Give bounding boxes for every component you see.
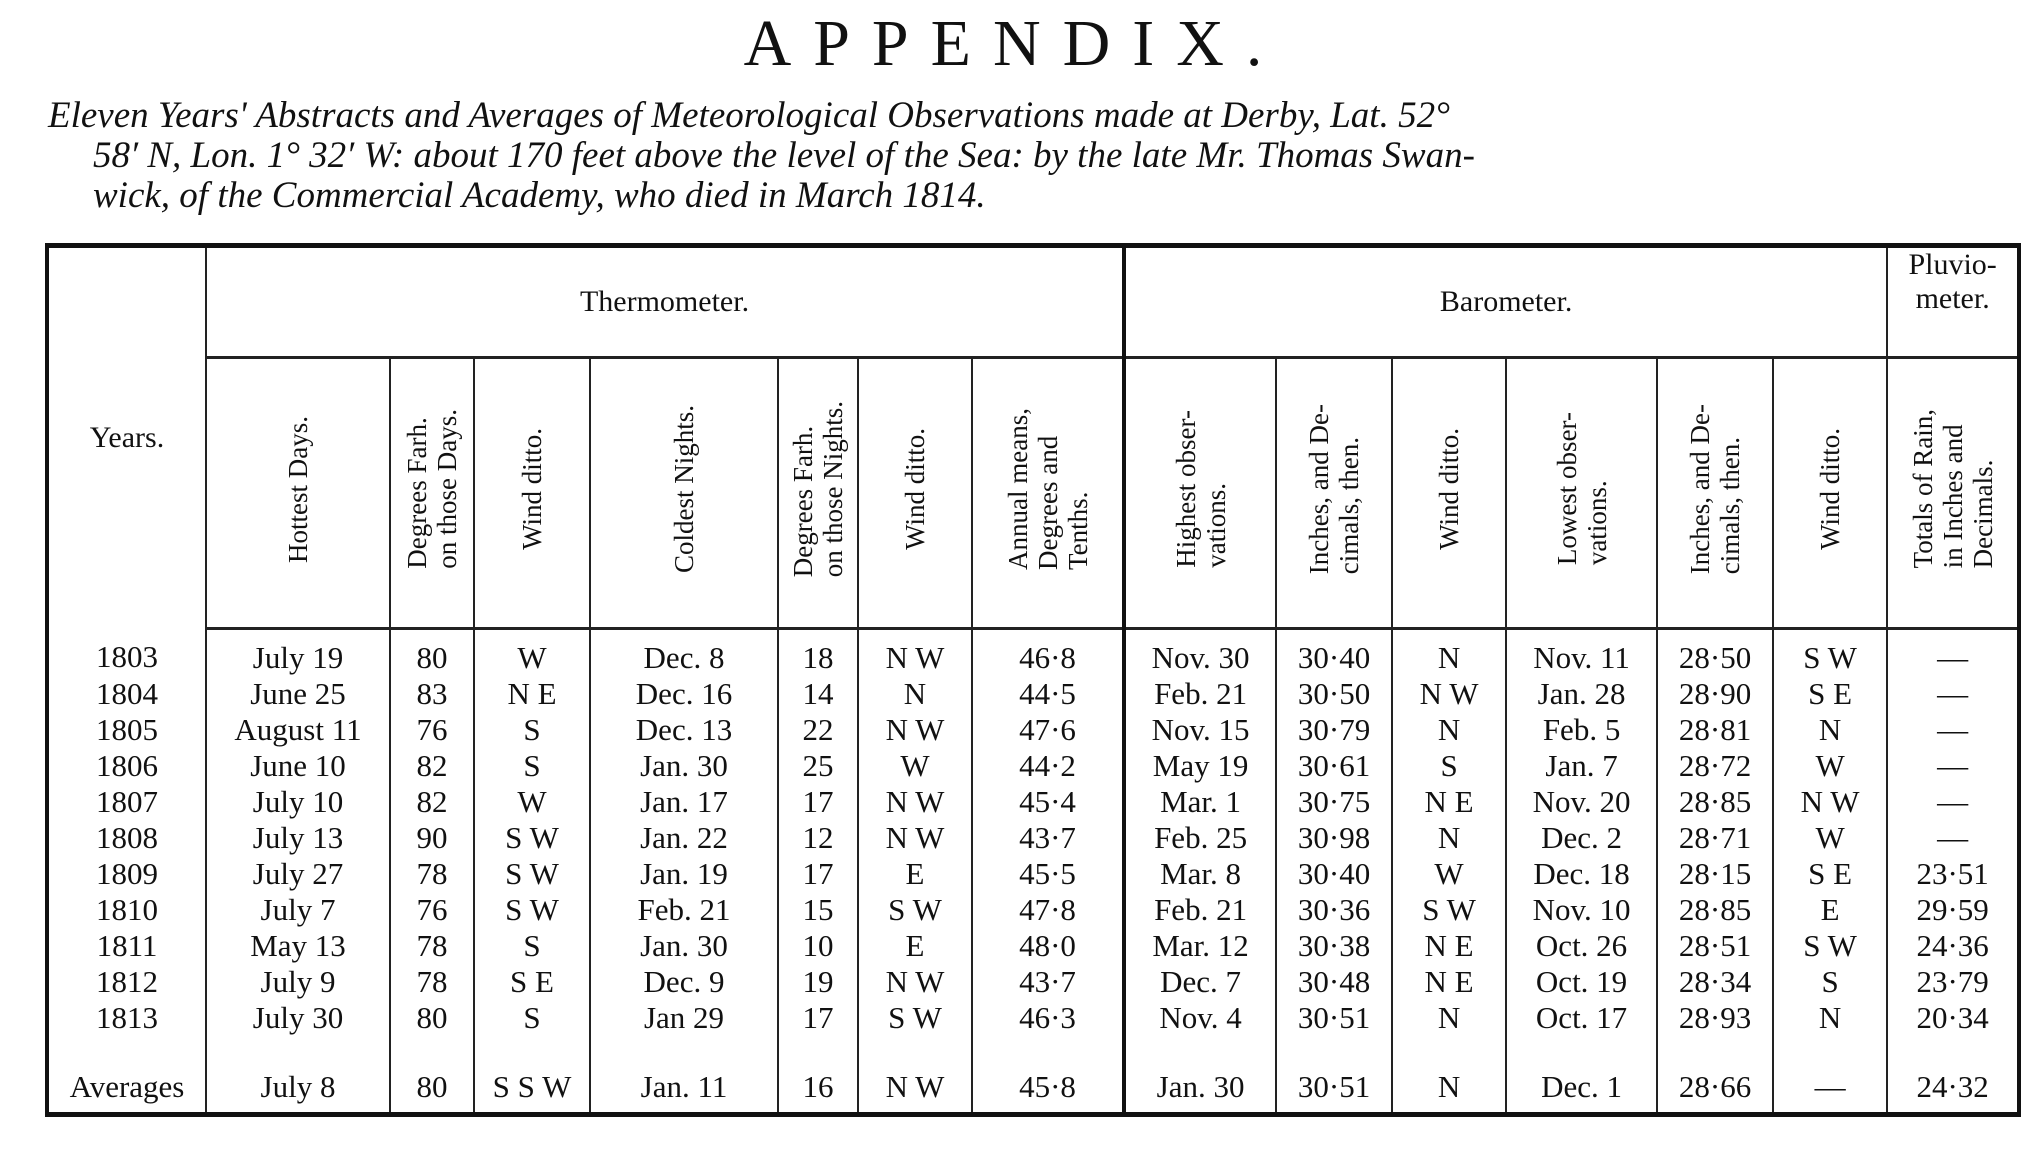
- table-cell: N: [1392, 629, 1506, 677]
- table-cell: 20·34: [1887, 1000, 2019, 1036]
- table-cell: 30·98: [1276, 820, 1392, 856]
- table-cell: 12: [778, 820, 858, 856]
- table-cell: 14: [778, 676, 858, 712]
- table-cell: Nov. 15: [1124, 712, 1276, 748]
- table-cell: S W: [474, 856, 590, 892]
- table-cell: Feb. 21: [1124, 676, 1276, 712]
- table-cell: 28·72: [1657, 748, 1773, 784]
- table-cell: 83: [390, 676, 474, 712]
- table-cell: 82: [390, 784, 474, 820]
- table-cell: 28·51: [1657, 928, 1773, 964]
- table-cell: S: [1392, 748, 1506, 784]
- subtitle: [48, 96, 2018, 216]
- table-cell: Feb. 21: [1124, 892, 1276, 928]
- table-cell: 47·8: [972, 892, 1124, 928]
- page-title: APPENDIX.: [743, 7, 1285, 80]
- row-label: 1807: [96, 784, 158, 819]
- table-cell: 28·15: [1657, 856, 1773, 892]
- row-label: 1803: [96, 639, 158, 675]
- table-cell: [972, 1036, 1124, 1062]
- table-cell: 46·8: [972, 629, 1124, 677]
- table-cell: 30·40: [1276, 856, 1392, 892]
- table-cell: [1392, 1036, 1506, 1062]
- table-cell: 80: [390, 1062, 474, 1115]
- row-label: 1804: [96, 676, 158, 711]
- table-cell: 28·81: [1657, 712, 1773, 748]
- table-cell: 76: [390, 892, 474, 928]
- table-cell: —: [1887, 676, 2019, 712]
- table-cell: N W: [1392, 676, 1506, 712]
- thermometer-group-header: Thermometer.: [206, 246, 1124, 358]
- table-cell: Mar. 8: [1124, 856, 1276, 892]
- table-cell: May 19: [1124, 748, 1276, 784]
- table-cell: —: [1887, 748, 2019, 784]
- table-cell: 45·4: [972, 784, 1124, 820]
- table-cell: S W: [858, 1000, 972, 1036]
- table-cell: July 19: [206, 629, 390, 677]
- table-cell: Nov. 10: [1506, 892, 1657, 928]
- table-cell: Feb. 5: [1506, 712, 1657, 748]
- table-cell: 44·2: [972, 748, 1124, 784]
- table-cell: [1657, 1036, 1773, 1062]
- table-cell: Dec. 7: [1124, 964, 1276, 1000]
- table-cell: 48·0: [972, 928, 1124, 964]
- table-cell: [1124, 1036, 1276, 1062]
- column-header: [1773, 358, 1887, 629]
- table-cell: 45·5: [972, 856, 1124, 892]
- table-cell: June 10: [206, 748, 390, 784]
- table-cell: July 10: [206, 784, 390, 820]
- table-cell: [1887, 1036, 2019, 1062]
- table-cell: Nov. 30: [1124, 629, 1276, 677]
- table-cell: 28·85: [1657, 784, 1773, 820]
- table-cell: [1506, 1036, 1657, 1062]
- table-cell: W: [1773, 820, 1887, 856]
- table-cell: 30·40: [1276, 629, 1392, 677]
- table-cell: —: [1887, 784, 2019, 820]
- table-cell: 24·32: [1887, 1062, 2019, 1115]
- table-cell: 28·71: [1657, 820, 1773, 856]
- averages-row: [47, 1062, 2019, 1115]
- table-cell: N E: [1392, 964, 1506, 1000]
- table-cell: Mar. 12: [1124, 928, 1276, 964]
- table-cell: Jan. 30: [1124, 1062, 1276, 1115]
- table-cell: 28·85: [1657, 892, 1773, 928]
- table-cell: Dec. 2: [1506, 820, 1657, 856]
- column-header-label: Degrees Farh. on those Days.: [402, 409, 462, 569]
- row-label: 1805: [96, 712, 158, 747]
- subtitle-line-1: Eleven Years' Abstracts and Averages of Meteorological Observations made at Derby, Lat. 52°: [48, 95, 1450, 136]
- column-header-label: Wind ditto.: [1815, 428, 1846, 550]
- table-cell: N W: [858, 1062, 972, 1115]
- row-label: [47, 1036, 206, 1062]
- table-cell: 22: [778, 712, 858, 748]
- column-header-label: Hottest Days.: [283, 415, 313, 563]
- table-cell: 23·51: [1887, 856, 2019, 892]
- table-cell: July 8: [206, 1062, 390, 1115]
- spacer-row: [47, 1036, 2019, 1062]
- table-cell: July 9: [206, 964, 390, 1000]
- table-cell: 43·7: [972, 820, 1124, 856]
- table-cell: Dec. 1: [1506, 1062, 1657, 1115]
- table-cell: N: [1773, 1000, 1887, 1036]
- table-cell: E: [858, 856, 972, 892]
- table-cell: S S W: [474, 1062, 590, 1115]
- table-cell: 17: [778, 784, 858, 820]
- table-cell: 10: [778, 928, 858, 964]
- table-cell: N E: [1392, 784, 1506, 820]
- table-cell: S E: [1773, 676, 1887, 712]
- table-cell: 30·51: [1276, 1062, 1392, 1115]
- table-cell: N W: [1773, 784, 1887, 820]
- row-label: 1808: [96, 820, 158, 855]
- table-cell: [474, 1036, 590, 1062]
- column-header: [1276, 358, 1392, 629]
- subtitle-line-2: 58′ N, Lon. 1° 32′ W: about 170 feet above the level of the Sea: by the late Mr. Thomas Swan-: [93, 135, 1475, 176]
- table-cell: N: [1392, 1062, 1506, 1115]
- column-header-label: Totals of Rain, in Inches and Decimals.: [1907, 409, 1998, 569]
- table-cell: 25: [778, 748, 858, 784]
- table-row: [47, 629, 2019, 677]
- table-cell: 47·6: [972, 712, 1124, 748]
- table-cell: Nov. 11: [1506, 629, 1657, 677]
- column-header-label: Inches, and De- cimals, then.: [1304, 403, 1365, 575]
- table-cell: 15: [778, 892, 858, 928]
- table-cell: N: [1773, 712, 1887, 748]
- column-header-label: Wind ditto.: [517, 428, 547, 550]
- table-cell: Oct. 17: [1506, 1000, 1657, 1036]
- table-cell: —: [1887, 712, 2019, 748]
- row-label: 1810: [96, 892, 158, 927]
- table-cell: N: [1392, 712, 1506, 748]
- column-header: [1887, 358, 2019, 629]
- table-cell: 28·90: [1657, 676, 1773, 712]
- table-cell: 43·7: [972, 964, 1124, 1000]
- table-cell: W: [474, 629, 590, 677]
- table-cell: June 25: [206, 676, 390, 712]
- column-header-label: Annual means, Degrees and Tenths.: [1002, 408, 1093, 570]
- table-cell: —: [1887, 629, 2019, 677]
- table-cell: 78: [390, 964, 474, 1000]
- table-cell: 30·75: [1276, 784, 1392, 820]
- table-cell: 76: [390, 712, 474, 748]
- table-cell: 28·34: [1657, 964, 1773, 1000]
- table-cell: [1276, 1036, 1392, 1062]
- table-cell: N: [1392, 820, 1506, 856]
- column-header: [590, 358, 778, 629]
- column-header-label: Degrees Farh. on those Nights.: [788, 400, 848, 578]
- column-header: [858, 358, 972, 629]
- table-cell: July 7: [206, 892, 390, 928]
- table-cell: 30·50: [1276, 676, 1392, 712]
- table-cell: 17: [778, 856, 858, 892]
- table-cell: May 13: [206, 928, 390, 964]
- table-cell: N W: [858, 712, 972, 748]
- table-cell: 90: [390, 820, 474, 856]
- table-cell: 23·79: [1887, 964, 2019, 1000]
- column-header: [474, 358, 590, 629]
- table-cell: August 11: [206, 712, 390, 748]
- table-cell: N E: [1392, 928, 1506, 964]
- table-cell: July 27: [206, 856, 390, 892]
- table-cell: Dec. 18: [1506, 856, 1657, 892]
- column-header-label: Coldest Nights.: [669, 404, 699, 573]
- table-cell: 24·36: [1887, 928, 2019, 964]
- table-cell: Feb. 25: [1124, 820, 1276, 856]
- table-cell: Dec. 8: [590, 629, 778, 677]
- barometer-group-header: Barometer.: [1124, 246, 1887, 358]
- table-cell: W: [1773, 748, 1887, 784]
- table-cell: 16: [778, 1062, 858, 1115]
- subtitle-line-3: wick, of the Commercial Academy, who died in March 1814.: [93, 175, 986, 216]
- table-cell: Feb. 21: [590, 892, 778, 928]
- table-cell: S E: [1773, 856, 1887, 892]
- table-cell: N W: [858, 964, 972, 1000]
- row-label: 1806: [96, 748, 158, 783]
- column-header-label: Wind ditto.: [1434, 428, 1465, 550]
- table-cell: Dec. 13: [590, 712, 778, 748]
- table-cell: S W: [1773, 629, 1887, 677]
- table-row: [47, 820, 2019, 856]
- table-cell: 46·3: [972, 1000, 1124, 1036]
- table-cell: N W: [858, 820, 972, 856]
- table-cell: 30·38: [1276, 928, 1392, 964]
- column-header: [972, 358, 1124, 629]
- table-row: [47, 856, 2019, 892]
- row-label: 1812: [96, 964, 158, 999]
- column-header: [778, 358, 858, 629]
- column-header: [206, 358, 390, 629]
- row-label: 1809: [96, 856, 158, 891]
- table-cell: Dec. 9: [590, 964, 778, 1000]
- table-cell: S W: [474, 820, 590, 856]
- table-cell: 44·5: [972, 676, 1124, 712]
- column-header: [1506, 358, 1657, 629]
- table-cell: 30·48: [1276, 964, 1392, 1000]
- table-row: [47, 712, 2019, 748]
- table-cell: July 30: [206, 1000, 390, 1036]
- column-header-label: Highest obser- vations.: [1170, 410, 1231, 568]
- table-row: [47, 676, 2019, 712]
- table-cell: S E: [474, 964, 590, 1000]
- table-row: [47, 1000, 2019, 1036]
- table-cell: Jan. 17: [590, 784, 778, 820]
- table-cell: W: [858, 748, 972, 784]
- table-cell: [206, 1036, 390, 1062]
- table-cell: Jan. 11: [590, 1062, 778, 1115]
- table-cell: July 13: [206, 820, 390, 856]
- row-label: Averages: [69, 1069, 185, 1104]
- table-cell: N: [1392, 1000, 1506, 1036]
- table-row: [47, 748, 2019, 784]
- table-cell: Jan. 7: [1506, 748, 1657, 784]
- table-cell: 28·66: [1657, 1062, 1773, 1115]
- table-cell: Jan. 30: [590, 748, 778, 784]
- row-label: 1811: [96, 928, 158, 963]
- column-header: [1392, 358, 1506, 629]
- table-cell: N W: [858, 629, 972, 677]
- table-cell: —: [1887, 820, 2019, 856]
- table-cell: Jan. 22: [590, 820, 778, 856]
- table-cell: 18: [778, 629, 858, 677]
- years-header: Years.: [89, 421, 165, 455]
- row-label: 1813: [96, 1000, 158, 1035]
- table-cell: N W: [858, 784, 972, 820]
- meteorological-table: [45, 243, 2021, 1117]
- table-cell: E: [858, 928, 972, 964]
- column-header: [1124, 358, 1276, 629]
- table-cell: 30·51: [1276, 1000, 1392, 1036]
- table-cell: Jan. 30: [590, 928, 778, 964]
- table-cell: 17: [778, 1000, 858, 1036]
- table-cell: 28·93: [1657, 1000, 1773, 1036]
- table-cell: Dec. 16: [590, 676, 778, 712]
- table-cell: W: [1392, 856, 1506, 892]
- table-cell: 45·8: [972, 1062, 1124, 1115]
- table-cell: Oct. 26: [1506, 928, 1657, 964]
- table-cell: Oct. 19: [1506, 964, 1657, 1000]
- table-cell: 82: [390, 748, 474, 784]
- table-cell: S: [474, 748, 590, 784]
- table-cell: S: [1773, 964, 1887, 1000]
- table-cell: S W: [1392, 892, 1506, 928]
- column-header-label: Inches, and De- cimals, then.: [1685, 403, 1746, 575]
- table-cell: S W: [474, 892, 590, 928]
- table-cell: [858, 1036, 972, 1062]
- table-cell: 28·50: [1657, 629, 1773, 677]
- table-cell: Mar. 1: [1124, 784, 1276, 820]
- table-row: [47, 784, 2019, 820]
- table-cell: S W: [1773, 928, 1887, 964]
- table-cell: N: [858, 676, 972, 712]
- column-header: [390, 358, 474, 629]
- table-cell: —: [1773, 1062, 1887, 1115]
- table-cell: Nov. 4: [1124, 1000, 1276, 1036]
- table-cell: S: [474, 1000, 590, 1036]
- table-cell: [1773, 1036, 1887, 1062]
- table-cell: Jan 29: [590, 1000, 778, 1036]
- table-cell: 29·59: [1887, 892, 2019, 928]
- table-cell: 78: [390, 856, 474, 892]
- table-cell: 30·36: [1276, 892, 1392, 928]
- table-row: [47, 964, 2019, 1000]
- column-header-label: Lowest obser- vations.: [1551, 412, 1612, 566]
- table-cell: Jan. 19: [590, 856, 778, 892]
- table-cell: W: [474, 784, 590, 820]
- table-cell: 80: [390, 1000, 474, 1036]
- table-cell: N E: [474, 676, 590, 712]
- table-cell: S W: [858, 892, 972, 928]
- table-cell: 30·79: [1276, 712, 1392, 748]
- table-row: [47, 928, 2019, 964]
- table-cell: Jan. 28: [1506, 676, 1657, 712]
- table-cell: 30·61: [1276, 748, 1392, 784]
- table-cell: S: [474, 928, 590, 964]
- table-cell: [390, 1036, 474, 1062]
- table-cell: [778, 1036, 858, 1062]
- table-cell: Nov. 20: [1506, 784, 1657, 820]
- table-cell: E: [1773, 892, 1887, 928]
- table-cell: [590, 1036, 778, 1062]
- column-header: [1657, 358, 1773, 629]
- table-cell: 78: [390, 928, 474, 964]
- pluviometer-group-header: Pluvio- meter.: [1887, 246, 2019, 358]
- column-header-label: Wind ditto.: [900, 428, 930, 550]
- table-cell: 19: [778, 964, 858, 1000]
- table-cell: S: [474, 712, 590, 748]
- table-cell: 80: [390, 629, 474, 677]
- table-row: [47, 892, 2019, 928]
